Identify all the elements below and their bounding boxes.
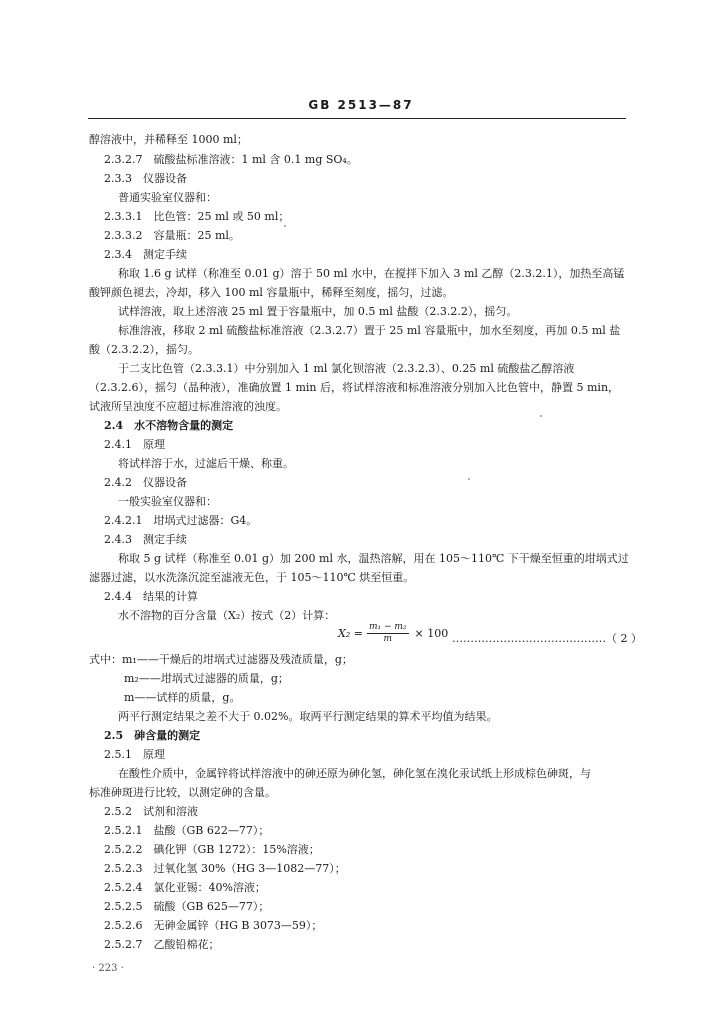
section-heading: 2.5 砷含量的测定 [104, 729, 201, 742]
formula-denominator: m [383, 634, 393, 644]
text-line: （2.3.2.6），摇匀（晶种液），准确放置 1 min 后，将试样溶液和标准溶液分别加入比色管中，静置 5 min， [89, 381, 620, 394]
text-line: 水不溶物的百分含量（X₂）按式（2）计算： [118, 609, 336, 622]
section-heading: 2.4.1 原理 [104, 438, 165, 451]
text-line: 2.5.2.7 乙酸铅棉花； [104, 938, 220, 951]
formula-numerator: m₁ − m₂ [368, 622, 407, 632]
section-heading: 2.4.4 结果的计算 [104, 590, 198, 603]
scan-speck [540, 415, 542, 417]
section-heading: 2.5.1 原理 [104, 748, 165, 761]
page-header-standard-code: GB 2513—87 [308, 98, 414, 112]
text-line: 将试样溶于水，过滤后干燥、称重。 [118, 457, 294, 470]
text-line: 于二支比色管（2.3.3.1）中分别加入 1 ml 氯化钡溶液（2.3.2.3）、0.25 ml 硫酸盐乙醇溶液 [118, 362, 575, 375]
section-heading: 2.3.3 仪器设备 [104, 172, 187, 185]
section-heading: 2.5.2 试剂和溶液 [104, 805, 198, 818]
text-line: 2.5.2.6 无砷金属锌（HG B 3073—59）； [104, 919, 323, 932]
text-line: m——试样的质量，g。 [124, 691, 241, 704]
text-line: 称取 1.6 g 试样（称准至 0.01 g）溶于 50 ml 水中，在搅拌下加入 3 ml 乙醇（2.3.2.1），加热至高锰 [118, 267, 625, 280]
section-heading: 2.4.2 仪器设备 [104, 476, 187, 489]
text-line: 2.3.3.1 比色管：25 ml 或 50 ml； [104, 210, 290, 223]
text-line: 试液所呈浊度不应超过标准溶液的浊度。 [89, 400, 287, 413]
text-line: 标准砷斑进行比较，以测定砷的含量。 [89, 786, 276, 799]
text-line: 2.5.2.1 盐酸（GB 622—77）； [104, 824, 270, 837]
text-line: 称取 5 g 试样（称准至 0.01 g）加 200 ml 水，温热溶解，用在 105～110℃ 下干燥至恒重的坩埚式过 [118, 552, 629, 565]
text-line: 2.5.2.2 碘化钾（GB 1272）：15%溶液； [104, 843, 320, 856]
text-line: m₂——坩埚式过滤器的质量，g； [124, 672, 289, 685]
text-line: 酸钾颜色褪去，冷却，移入 100 ml 容量瓶中，稀释至刻度，摇匀，过滤。 [89, 286, 454, 299]
text-line: 标准溶液，移取 2 ml 硫酸盐标准溶液（2.3.2.7）置于 25 ml 容量瓶中，加水至刻度，再加 0.5 ml 盐 [118, 324, 621, 337]
text-line: 2.4.2.1 坩埚式过滤器：G4。 [104, 514, 258, 527]
header-rule [88, 118, 626, 119]
equation-number: ……………………………………（ 2 ） [452, 632, 642, 645]
section-heading: 2.4.3 测定手续 [104, 533, 187, 546]
formula-2 [338, 622, 448, 645]
text-line: 普通实验室仪器和： [118, 191, 217, 204]
text-line: 2.5.2.4 氯化亚锡：40%溶液； [104, 881, 266, 894]
text-line: 醇溶液中，并稀释至 1000 ml； [89, 133, 248, 146]
text-line: 一般实验室仪器和： [118, 495, 217, 508]
text-line: 式中：m₁——干燥后的坩埚式过滤器及残渣质量，g； [89, 653, 353, 666]
text-line: 试样溶液，取上述溶液 25 ml 置于容量瓶中，加 0.5 ml 盐酸（2.3.2.2），摇匀。 [118, 305, 518, 318]
page-number: · 223 · [92, 963, 124, 974]
formula-fraction [367, 622, 409, 645]
section-heading: 2.4 水不溶物含量的测定 [104, 419, 234, 432]
scan-speck [468, 478, 470, 480]
text-line: 在酸性介质中，金属锌将试样溶液中的砷还原为砷化氢，砷化氢在溴化汞试纸上形成棕色砷斑，与 [118, 767, 591, 780]
text-line: 2.3.3.2 容量瓶：25 ml。 [104, 229, 240, 242]
text-line: 酸（2.3.2.2），摇匀。 [89, 343, 199, 356]
text-line: 2.5.2.5 硫酸（GB 625—77）； [104, 900, 270, 913]
scan-speck [284, 225, 286, 227]
formula-lhs: X₂ = [338, 627, 363, 640]
text-line: 2.5.2.3 过氧化氢 30%（HG 3—1082—77）； [104, 862, 346, 875]
text-line: 滤器过滤，以水洗涤沉淀至滤液无色，于 105～110℃ 烘至恒重。 [89, 571, 415, 584]
text-line: 2.3.2.7 硫酸盐标准溶液：1 ml 含 0.1 mg SO₄。 [104, 153, 358, 166]
text-line: 两平行测定结果之差不大于 0.02%。取两平行测定结果的算术平均值为结果。 [118, 710, 498, 723]
section-heading: 2.3.4 测定手续 [104, 248, 187, 261]
formula-factor: × 100 [414, 627, 449, 640]
